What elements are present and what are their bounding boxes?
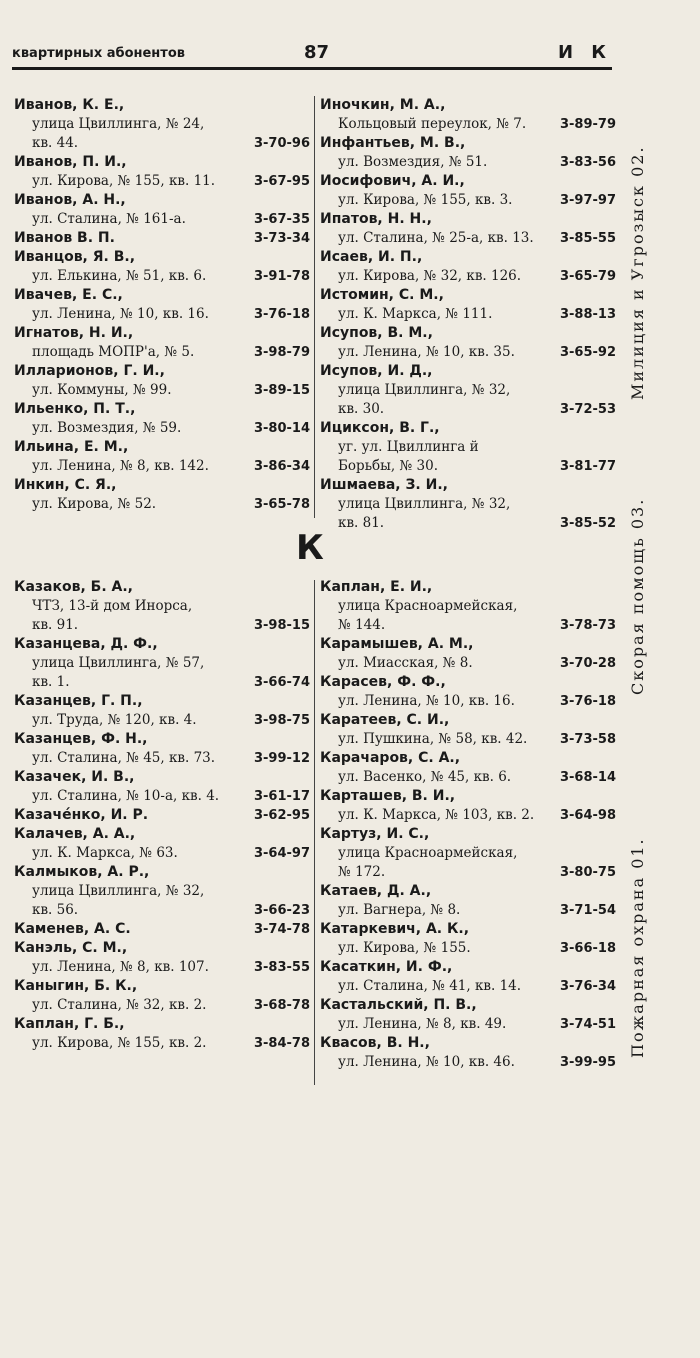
subscriber-name-text: Канэль, С. М., [14,940,128,956]
address-line [320,844,616,863]
subscriber-name [14,191,310,210]
subscriber-name-text: Казачéнко, И. Р. [14,807,149,823]
phone-number: 3-99-12 [253,751,310,766]
address-text: улица Красноармейская, [338,845,518,861]
directory-entry [14,806,310,825]
subscriber-name-text: Истомин, С. М., [320,287,444,303]
directory-entry [14,730,310,768]
phone-number: 3-67-95 [253,174,310,189]
subscriber-name [320,172,616,191]
phone-number: 3-65-92 [559,345,616,360]
address-text: ул. Вагнера, № 8. [338,902,461,918]
address-line [14,134,310,153]
directory-entry [14,920,310,939]
subscriber-name [14,362,310,381]
address-text: ул. К. Маркса, № 103, кв. 2. [338,807,535,823]
page-header [12,40,612,70]
directory-entry [320,324,616,362]
address-line [14,343,310,362]
column-top-left [14,96,310,514]
phone-number: 3-70-96 [253,136,310,151]
address-text: улица Цвиллинга, № 57, [32,655,205,671]
subscriber-name [320,324,616,343]
section-letter: К [296,528,324,568]
address-text: ул. Кирова, № 155, кв. 3. [338,192,513,208]
phone-number: 3-65-79 [559,269,616,284]
subscriber-name-text: Карамышев, А. М., [320,636,474,652]
address-text: ЧТЗ, 13-й дом Инорса, [32,598,193,614]
subscriber-name-text: Карташев, В. И., [320,788,456,804]
subscriber-name [320,673,616,692]
phone-number: 3-83-56 [559,155,616,170]
phone-number: 3-89-15 [253,383,310,398]
address-text: ул. Сталина, № 25-а, кв. 13. [338,230,534,246]
address-line [320,1053,616,1072]
address-line [14,787,310,806]
page-number: 87 [304,42,330,63]
address-line [320,457,616,476]
phone-number: 3-98-79 [253,345,310,360]
subscriber-name-text: Касаткин, И. Ф., [320,959,453,975]
phone-number: 3-88-13 [559,307,616,322]
address-line [14,267,310,286]
directory-entry [14,191,310,229]
subscriber-name-text: Илларионов, Г. И., [14,363,165,379]
address-text: ул. К. Маркса, № 111. [338,306,493,322]
phone-number: 3-83-55 [253,960,310,975]
subscriber-name-text: Исаев, И. П., [320,249,423,265]
directory-entry [320,419,616,476]
address-line [14,457,310,476]
subscriber-name [320,825,616,844]
subscriber-name-text: Иосифович, А. И., [320,173,465,189]
directory-entry [14,578,310,635]
address-line [320,305,616,324]
address-text: ул. Кирова, № 52. [32,496,157,512]
directory-entry [320,248,616,286]
address-text: кв. 56. [32,902,79,918]
phone-number: 3-62-95 [253,808,310,823]
directory-entry [14,635,310,692]
address-text: ул. Труда, № 120, кв. 4. [32,712,197,728]
subscriber-name [14,1015,310,1034]
address-line [14,115,310,134]
phone-number: 3-73-58 [559,732,616,747]
subscriber-name [320,419,616,438]
subscriber-name-text: Казачек, И. В., [14,769,135,785]
address-text: уг. ул. Цвиллинга й [338,439,479,455]
directory-entry [14,1015,310,1053]
column-divider-bottom [314,580,315,1085]
subscriber-name-text: Инфантьев, М. В., [320,135,466,151]
address-line [320,654,616,673]
directory-entry [14,400,310,438]
subscriber-name [320,476,616,495]
phone-number: 3-61-17 [253,789,310,804]
address-text: ул. Кирова, № 155. [338,940,471,956]
address-line [14,419,310,438]
address-text: ул. Васенко, № 45, кв. 6. [338,769,512,785]
directory-entry [320,635,616,673]
subscriber-name [320,96,616,115]
subscriber-name [14,977,310,996]
phone-number: 3-72-53 [559,402,616,417]
address-text: кв. 1. [32,674,70,690]
address-line [320,901,616,920]
phone-number: 3-99-95 [559,1055,616,1070]
subscriber-name [14,692,310,711]
address-text: кв. 30. [338,401,385,417]
subscriber-name [14,920,310,939]
subscriber-name-text: Калачев, А. А., [14,826,136,842]
address-line [14,305,310,324]
address-text: ул. Сталина, № 161-а. [32,211,186,227]
address-text: ул. Елькина, № 51, кв. 6. [32,268,207,284]
address-text: ул. Ленина, № 8, кв. 107. [32,959,209,975]
address-text: Борьбы, № 30. [338,458,439,474]
address-line [14,1034,310,1053]
phone-number: 3-80-14 [253,421,310,436]
address-line [320,191,616,210]
subscriber-name-text: Казанцев, Ф. Н., [14,731,148,747]
directory-entry [320,1034,616,1072]
directory-entry [320,825,616,882]
address-line [14,654,310,673]
phone-number: 3-64-98 [559,808,616,823]
address-line [320,863,616,882]
subscriber-name [320,286,616,305]
phone-number: 3-84-78 [253,1036,310,1051]
phone-number: 3-80-75 [559,865,616,880]
address-text: кв. 81. [338,515,385,531]
subscriber-name [320,635,616,654]
address-line [320,806,616,825]
side-note-ambulance: Скорая помощь 03. [628,497,647,695]
subscriber-name-text: Иночкин, М. А., [320,97,446,113]
phone-number: 3-97-97 [559,193,616,208]
address-line [320,400,616,419]
address-line [14,958,310,977]
directory-entry [14,692,310,730]
address-line [14,901,310,920]
directory-entry [320,787,616,825]
directory-entry [14,286,310,324]
address-text: площадь МОПР'а, № 5. [32,344,195,360]
subscriber-name-text: Иванцов, Я. В., [14,249,136,265]
address-text: улица Цвиллинга, № 24, [32,116,205,132]
subscriber-name [14,806,310,825]
subscriber-name-text: Исупов, И. Д., [320,363,433,379]
subscriber-name [320,882,616,901]
directory-entry [14,153,310,191]
address-line [320,115,616,134]
subscriber-name-text: Ишмаева, З. И., [320,477,448,493]
address-text: № 144. [338,617,386,633]
subscriber-name-text: Каныгин, Б. К., [14,978,138,994]
subscriber-name [320,920,616,939]
address-line [320,438,616,457]
address-text: ул. Сталина, № 10-а, кв. 4. [32,788,220,804]
phone-number: 3-78-73 [559,618,616,633]
address-text: ул. Ленина, № 10, кв. 46. [338,1054,515,1070]
subscriber-name [320,248,616,267]
subscriber-name-text: Каменев, А. С. [14,921,131,937]
side-note-police: Милиция и Угрозыск 02. [628,145,647,400]
subscriber-name-text: Катаркевич, А. К., [320,921,470,937]
subscriber-name [14,438,310,457]
address-line [320,495,616,514]
subscriber-name-text: Катаев, Д. А., [320,883,432,899]
subscriber-name [320,711,616,730]
phone-number: 3-66-18 [559,941,616,956]
address-text: ул. Кирова, № 32, кв. 126. [338,268,522,284]
phone-number: 3-76-18 [559,694,616,709]
header-letter-range: И К [557,42,612,63]
column-bottom-left [14,578,310,1053]
address-text: кв. 91. [32,617,79,633]
directory-entry [320,749,616,787]
address-text: ул. Кирова, № 155, кв. 2. [32,1035,207,1051]
phone-number: 3-91-78 [253,269,310,284]
subscriber-name [14,939,310,958]
header-rule [12,67,612,70]
subscriber-name [320,134,616,153]
directory-entry [14,939,310,977]
column-divider-top [314,96,315,518]
directory-entry [320,476,616,533]
address-text: ул. Возмездия, № 59. [32,420,182,436]
phone-number: 3-74-78 [253,922,310,937]
phone-number: 3-68-78 [253,998,310,1013]
directory-entry [320,210,616,248]
address-line [14,495,310,514]
phone-number: 3-85-55 [559,231,616,246]
phone-number: 3-67-35 [253,212,310,227]
address-text: ул. Миасская, № 8. [338,655,473,671]
address-line [320,692,616,711]
phone-number: 3-81-77 [559,459,616,474]
phone-number: 3-98-15 [253,618,310,633]
subscriber-name [320,749,616,768]
directory-entry [320,996,616,1034]
address-text: улица Цвиллинга, № 32, [338,496,511,512]
address-line [14,749,310,768]
phone-number: 3-70-28 [559,656,616,671]
address-line [320,267,616,286]
subscriber-name-text: Калмыков, А. Р., [14,864,150,880]
directory-entry [320,286,616,324]
address-line [14,996,310,1015]
directory-entry [320,134,616,172]
subscriber-name-text: Иванов, К. Е., [14,97,125,113]
phone-number: 3-76-34 [559,979,616,994]
address-text: ул. Ленина, № 10, кв. 35. [338,344,515,360]
phone-number: 3-66-23 [253,903,310,918]
directory-entry [320,882,616,920]
address-text: ул. Ленина, № 10, кв. 16. [338,693,515,709]
directory-entry [14,476,310,514]
address-text: ул. Ленина, № 8, кв. 142. [32,458,209,474]
directory-entry [14,863,310,920]
subscriber-name-text: Игнатов, Н. И., [14,325,134,341]
address-text: кв. 44. [32,135,79,151]
subscriber-name [14,635,310,654]
address-text: ул. Возмездия, № 51. [338,154,488,170]
subscriber-name [14,153,310,172]
address-line [320,153,616,172]
address-line [320,381,616,400]
address-line [14,673,310,692]
subscriber-name [14,730,310,749]
column-top-right [320,96,616,533]
phone-number: 3-76-18 [253,307,310,322]
directory-entry [320,958,616,996]
directory-entry [320,578,616,635]
address-text: Кольцовый переулок, № 7. [338,116,527,132]
directory-entry [320,96,616,134]
address-line [14,711,310,730]
subscriber-name-text: Иванов В. П. [14,230,115,246]
subscriber-name [14,578,310,597]
subscriber-name-text: Иванов, А. Н., [14,192,126,208]
directory-entry [14,825,310,863]
phone-number: 3-71-54 [559,903,616,918]
subscriber-name [14,476,310,495]
subscriber-name-text: Казанцева, Д. Ф., [14,636,158,652]
subscriber-name-text: Ильенко, П. Т., [14,401,136,417]
address-text: ул. Пушкина, № 58, кв. 42. [338,731,528,747]
address-text: ул. Коммуны, № 99. [32,382,172,398]
column-bottom-right [320,578,616,1072]
phone-number: 3-98-75 [253,713,310,728]
directory-entry [14,324,310,362]
phone-number: 3-65-78 [253,497,310,512]
subscriber-name [320,210,616,229]
directory-entry [14,362,310,400]
subscriber-name [320,787,616,806]
address-line [320,343,616,362]
subscriber-name [320,578,616,597]
address-line [14,882,310,901]
directory-entry [320,362,616,419]
subscriber-name-text: Каратеев, С. И., [320,712,450,728]
phone-number: 3-85-52 [559,516,616,531]
directory-entry [14,768,310,806]
phone-number: 3-64-97 [253,846,310,861]
directory-entry [14,96,310,153]
subscriber-name-text: Казанцев, Г. П., [14,693,143,709]
address-line [14,844,310,863]
address-text: ул. Сталина, № 41, кв. 14. [338,978,522,994]
subscriber-name [320,996,616,1015]
directory-entry [320,920,616,958]
subscriber-name [14,96,310,115]
side-note-fire: Пожарная охрана 01. [628,837,647,1058]
subscriber-name-text: Инкин, С. Я., [14,477,117,493]
subscriber-name-text: Кастальский, П. В., [320,997,477,1013]
address-line [14,597,310,616]
phone-number: 3-74-51 [559,1017,616,1032]
directory-entry [320,172,616,210]
subscriber-name-text: Ильина, Е. М., [14,439,129,455]
address-line [320,977,616,996]
address-line [320,1015,616,1034]
address-line [320,514,616,533]
subscriber-name [14,825,310,844]
phone-number: 3-86-34 [253,459,310,474]
phone-number: 3-89-79 [559,117,616,132]
subscriber-name-text: Ивачев, Е. С., [14,287,123,303]
subscriber-name [14,286,310,305]
subscriber-name [320,958,616,977]
subscriber-name-text: Каплан, Г. Б., [14,1016,125,1032]
subscriber-name [14,400,310,419]
address-text: улица Цвиллинга, № 32, [32,883,205,899]
address-text: ул. Сталина, № 32, кв. 2. [32,997,207,1013]
subscriber-name-text: Ицикcон, В. Г., [320,420,440,436]
address-line [320,939,616,958]
address-text: ул. Ленина, № 10, кв. 16. [32,306,209,322]
subscriber-name-text: Исупов, В. М., [320,325,433,341]
subscriber-name-text: Карасев, Ф. Ф., [320,674,446,690]
subscriber-name-text: Карачаров, С. А., [320,750,461,766]
address-line [14,210,310,229]
address-text: ул. К. Маркса, № 63. [32,845,178,861]
subscriber-name-text: Каплан, Е. И., [320,579,433,595]
phone-number: 3-68-14 [559,770,616,785]
phone-number: 3-66-74 [253,675,310,690]
address-line [14,172,310,191]
directory-entry [14,438,310,476]
address-line [320,229,616,248]
address-line [14,381,310,400]
subscriber-name [320,362,616,381]
subscriber-name [14,248,310,267]
directory-entry [14,229,310,248]
address-line [320,616,616,635]
subscriber-name [14,229,310,248]
directory-entry [14,977,310,1015]
header-running-title: квартирных абонентов [12,46,185,61]
address-line [320,597,616,616]
subscriber-name-text: Ипатов, Н. Н., [320,211,432,227]
address-line [14,616,310,635]
address-text: ул. Сталина, № 45, кв. 73. [32,750,216,766]
address-line [320,768,616,787]
subscriber-name [14,324,310,343]
subscriber-name [14,863,310,882]
address-text: улица Цвиллинга, № 32, [338,382,511,398]
subscriber-name [14,768,310,787]
subscriber-name [320,1034,616,1053]
address-text: улица Красноармейская, [338,598,518,614]
directory-entry [320,711,616,749]
subscriber-name-text: Казаков, Б. А., [14,579,133,595]
subscriber-name-text: Иванов, П. И., [14,154,127,170]
subscriber-name-text: Картуз, И. С., [320,826,430,842]
address-line [320,730,616,749]
directory-entry [14,248,310,286]
directory-entry [320,673,616,711]
address-text: ул. Кирова, № 155, кв. 11. [32,173,216,189]
address-text: ул. Ленина, № 8, кв. 49. [338,1016,507,1032]
subscriber-name-text: Квасов, В. Н., [320,1035,430,1051]
address-text: № 172. [338,864,386,880]
phone-number: 3-73-34 [253,231,310,246]
